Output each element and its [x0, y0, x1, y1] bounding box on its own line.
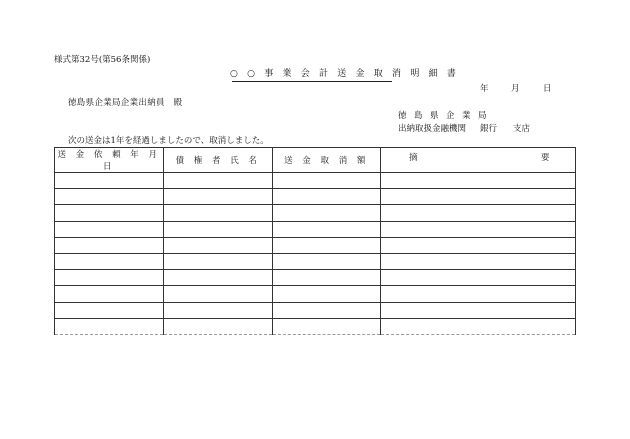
addressee: 徳島県企業局企業出納員 殿	[68, 98, 183, 108]
header-remarks-char-2: 要	[540, 153, 553, 163]
table-row	[55, 173, 576, 189]
document-title: ○ ○ 事 業 会 計 送 金 取 消 明 細 書	[230, 69, 460, 79]
cell-creditor-name	[164, 286, 273, 302]
cell-request-date	[55, 189, 164, 205]
cell-remarks	[381, 221, 576, 237]
cell-remarks	[381, 286, 576, 302]
header-request-date: 送 金 依 頼 年 月 日	[55, 148, 164, 173]
cell-remarks	[381, 173, 576, 189]
cell-creditor-name	[164, 302, 273, 318]
cell-cancelled-amount	[273, 286, 381, 302]
cell-creditor-name	[164, 237, 273, 253]
date-month-label: 月	[511, 84, 520, 94]
cell-cancelled-amount	[273, 173, 381, 189]
cell-cancelled-amount	[273, 318, 381, 334]
date-year-label: 年	[480, 84, 489, 94]
table-header-row	[55, 148, 576, 173]
cell-remarks	[381, 189, 576, 205]
cell-remarks	[381, 270, 576, 286]
cell-creditor-name	[164, 205, 273, 221]
header-remarks-char-1: 摘	[409, 153, 422, 163]
title-underline	[232, 81, 392, 82]
table-row	[55, 253, 576, 269]
header-cancelled-amount: 送 金 取 消 額	[273, 148, 381, 173]
issuer-organization: 徳 島 県 企 業 局	[398, 111, 489, 121]
cell-request-date	[55, 173, 164, 189]
table-row	[55, 318, 576, 334]
cell-cancelled-amount	[273, 205, 381, 221]
cell-request-date	[55, 270, 164, 286]
table-row	[55, 237, 576, 253]
cell-request-date	[55, 253, 164, 269]
table-row	[55, 270, 576, 286]
cell-remarks	[381, 237, 576, 253]
header-remarks	[381, 148, 576, 173]
cell-request-date	[55, 205, 164, 221]
cell-creditor-name	[164, 189, 273, 205]
issuer-bank-label: 出納取扱金融機関	[398, 124, 467, 134]
form-number: 様式第32号(第56条関係)	[54, 55, 151, 65]
cell-cancelled-amount	[273, 189, 381, 205]
cell-request-date	[55, 302, 164, 318]
cell-cancelled-amount	[273, 221, 381, 237]
cell-creditor-name	[164, 270, 273, 286]
table-row	[55, 221, 576, 237]
cell-creditor-name	[164, 221, 273, 237]
cell-request-date	[55, 221, 164, 237]
cell-cancelled-amount	[273, 237, 381, 253]
header-creditor-name: 債 権 者 氏 名	[164, 148, 273, 173]
issuer-branch-suffix: 支店	[513, 124, 531, 134]
cell-creditor-name	[164, 253, 273, 269]
table-row	[55, 286, 576, 302]
cell-request-date	[55, 237, 164, 253]
table-row	[55, 205, 576, 221]
cell-creditor-name	[164, 173, 273, 189]
cell-remarks	[381, 302, 576, 318]
issuer-bank-suffix: 銀行	[480, 124, 498, 134]
cell-request-date	[55, 318, 164, 334]
cell-creditor-name	[164, 318, 273, 334]
table-row	[55, 302, 576, 318]
cell-cancelled-amount	[273, 270, 381, 286]
cell-request-date	[55, 286, 164, 302]
cell-cancelled-amount	[273, 253, 381, 269]
cell-remarks	[381, 253, 576, 269]
cell-remarks	[381, 205, 576, 221]
notice-text: 次の送金は1年を経過しましたので、取消しました。	[68, 136, 269, 146]
cell-remarks	[381, 318, 576, 334]
cancellation-table	[54, 147, 576, 335]
cell-cancelled-amount	[273, 302, 381, 318]
table-row	[55, 189, 576, 205]
date-day-label: 日	[543, 84, 552, 94]
